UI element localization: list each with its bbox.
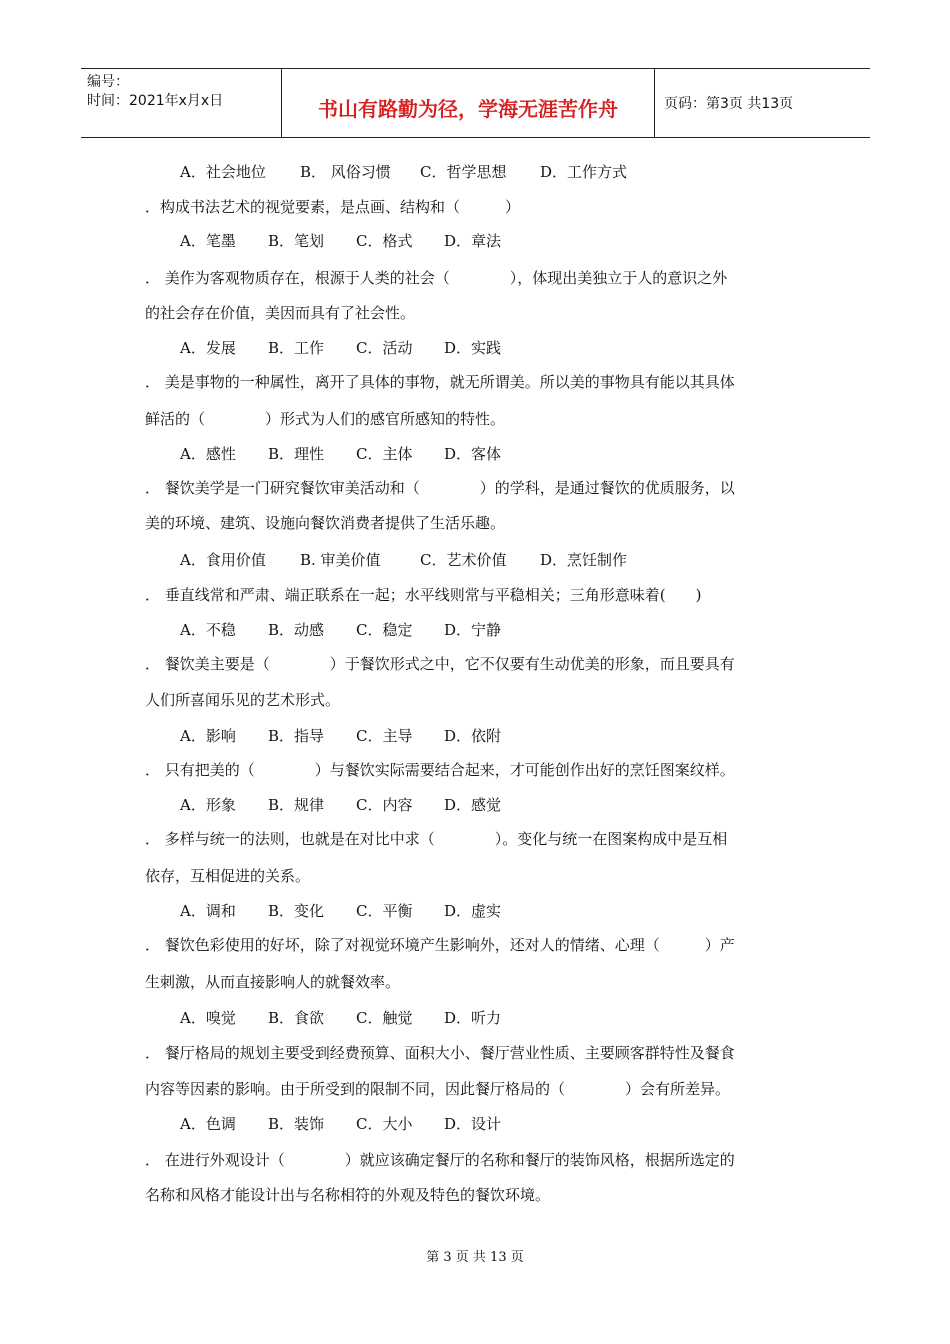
header-meta [87,73,223,111]
answer-option: D．实践 [444,339,502,357]
header-divider [281,69,282,137]
question-text: ． 餐饮色彩使用的好坏，除了对视觉环境产生影响外，还对人的情绪、心理（ ）产 [145,936,735,954]
question-continuation: 生刺激，从而直接影响人的就餐效率。 [145,973,401,991]
page-indicator: 页码：第3页 共13页 [664,96,794,112]
time-label: 时间：2021年x月x日 [87,93,224,109]
answer-option: C．平衡 [356,902,413,920]
answer-option: A．社会地位 [180,163,266,181]
answer-option: B． 风俗习惯 [300,163,391,181]
answer-option: B．装饰 [268,1115,325,1133]
answer-option: B．动感 [268,621,325,639]
answer-option: D．客体 [444,445,502,463]
answer-option: B．食欲 [268,1009,325,1027]
number-label: 编号： [87,74,129,90]
answer-option: C．主体 [356,445,413,463]
answer-option: C．内容 [356,796,413,814]
page-footer: 第 3 页 共 13 页 [426,1250,524,1265]
answer-option: D．感觉 [444,796,502,814]
answer-option: A．食用价值 [180,551,266,569]
question-text: ． 在进行外观设计（ ）就应该确定餐厅的名称和餐厅的装饰风格，根据所选定的 [145,1151,735,1169]
answer-option: A．嗅觉 [180,1009,236,1027]
answer-option: A．调和 [180,902,236,920]
answer-option: A．影响 [180,727,236,745]
header-divider [654,69,655,137]
question-continuation: 鲜活的（ ）形式为人们的感官所感知的特性。 [145,410,506,428]
answer-option: D．依附 [444,727,502,745]
question-text: ． 美作为客观物质存在，根源于人类的社会（ ），体现出美独立于人的意识之外 [145,269,728,287]
question-continuation: 美的环境、建筑、设施向餐饮消费者提供了生活乐趣。 [145,514,506,532]
question-text: ． 餐厅格局的规划主要受到经费预算、面积大小、餐厅营业性质、主要顾客群特性及餐食 [145,1044,735,1062]
answer-option: C．格式 [356,232,413,250]
answer-option: C．活动 [356,339,413,357]
answer-option: D．虚实 [444,902,502,920]
question-continuation: 人们所喜闻乐见的艺术形式。 [145,691,341,709]
question-text: ． 垂直线常和严肃、端正联系在一起；水平线则常与平稳相关；三角形意味着( ) [145,586,702,604]
answer-option: A．笔墨 [180,232,236,250]
answer-option: B．工作 [268,339,325,357]
question-continuation: 名称和风格才能设计出与名称相符的外观及特色的餐饮环境。 [145,1186,551,1204]
answer-option: C．主导 [356,727,413,745]
answer-option: B. 审美价值 [300,551,381,569]
question-text: ． 餐饮美学是一门研究餐饮审美活动和（ ）的学科，是通过餐饮的优质服务，以 [145,479,735,497]
answer-option: A．色调 [180,1115,236,1133]
answer-option: A．感性 [180,445,236,463]
question-text: ．构成书法艺术的视觉要素，是点画、结构和（ ） [145,198,521,216]
answer-option: C．触觉 [356,1009,413,1027]
question-continuation: 的社会存在价值，美因而具有了社会性。 [145,304,416,322]
question-text: ． 餐饮美主要是（ ）于餐饮形式之中，它不仅要有生动优美的形象，而且要具有 [145,655,735,673]
answer-option: A．发展 [180,339,236,357]
answer-option: B．规律 [268,796,325,814]
answer-option: B．笔划 [268,232,325,250]
answer-option: B．变化 [268,902,325,920]
header-motto: 书山有路勤为径，学海无涯苦作舟 [318,97,618,121]
answer-option: D．听力 [444,1009,502,1027]
answer-option: C．大小 [356,1115,413,1133]
question-text: ． 美是事物的一种属性，离开了具体的事物，就无所谓美。所以美的事物具有能以其具体 [145,373,735,391]
answer-option: D．设计 [444,1115,502,1133]
answer-option: D．宁静 [444,621,502,639]
answer-option: A．不稳 [180,621,236,639]
answer-option: D．工作方式 [540,163,628,181]
page-header [81,68,870,138]
answer-option: B．理性 [268,445,325,463]
question-text: ． 多样与统一的法则，也就是在对比中求（ ）。变化与统一在图案构成中是互相 [145,830,728,848]
question-continuation: 依存，互相促进的关系。 [145,867,311,885]
answer-option: A．形象 [180,796,236,814]
answer-option: D．烹饪制作 [540,551,628,569]
question-text: ． 只有把美的（ ）与餐饮实际需要结合起来，才可能创作出好的烹饪图案纹样。 [145,761,735,779]
answer-option: C．哲学思想 [420,163,507,181]
question-continuation: 内容等因素的影响。由于所受到的限制不同，因此餐厅格局的（ ）会有所差异。 [145,1080,731,1098]
answer-option: B．指导 [268,727,325,745]
answer-option: D．章法 [444,232,502,250]
answer-option: C．艺术价值 [420,551,507,569]
answer-option: C．稳定 [356,621,413,639]
